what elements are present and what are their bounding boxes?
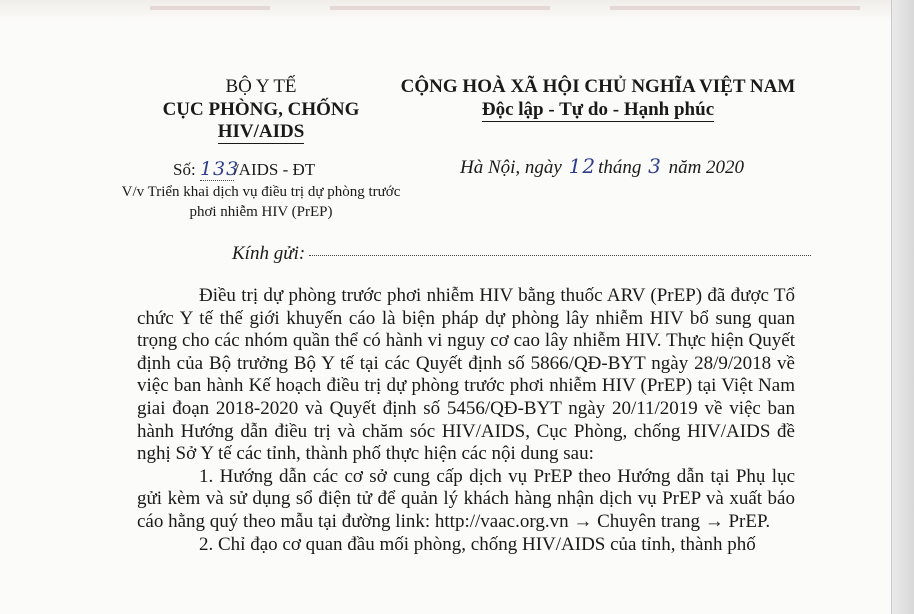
- handwritten-day: 12: [568, 154, 597, 178]
- bleed-mark: [150, 6, 270, 10]
- ministry-name: BỘ Y TẾ: [225, 76, 297, 97]
- date-year: năm 2020: [668, 157, 745, 178]
- department-name-line2: HIV/AIDS: [217, 121, 305, 142]
- bleed-mark: [610, 6, 860, 10]
- date-month-label: tháng: [598, 157, 642, 178]
- scan-top-edge: [0, 0, 892, 22]
- document-number-label: Số:: [173, 160, 196, 179]
- handwritten-month: 3: [648, 154, 662, 178]
- national-motto: Độc lập - Tự do - Hạnh phúc: [481, 99, 715, 120]
- bleed-mark: [330, 6, 550, 10]
- recipient-label: Kính gửi:: [232, 243, 306, 264]
- viewer-edge: [891, 0, 914, 614]
- department-name-line1: CỤC PHÒNG, CHỐNG: [162, 99, 360, 120]
- handwritten-number: 133: [199, 158, 240, 180]
- document-body: [137, 285, 795, 556]
- issuing-agency: [118, 76, 404, 144]
- intro-paragraph: Điều trị dự phòng trước phơi nhiễm HIV bằng thuốc ARV (PrEP) đã được Tổ chức Y tế thế giới khuyến cáo là biện pháp dự phòng lây nhiễm HIV bổ sung quan trọng cho các nhóm quần thể có hành vi nguy cơ cao lây nhiễm HIV. Thực hiện Quyết định của Bộ trưởng Bộ Y tế tại các Quyết định số 5866/QĐ-BYT ngày 28/9/2018 về việc ban hành Kế hoạch điều trị dự phòng trước phơi nhiễm HIV (PrEP) tại Việt Nam giai đoạn 2018-2020 và Quyết định số 5456/QĐ-BYT ngày 20/11/2019 về việc ban hành Hướng dẫn điều trị và chăm sóc HIV/AIDS, Cục Phòng, chống HIV/AIDS đề nghị Sở Y tế các tỉnh, thành phố thực hiện các nội dung sau:: [137, 285, 795, 465]
- document-subject: V/v Triển khai dịch vụ điều trị dự phòng trước phơi nhiễm HIV (PrEP): [121, 184, 401, 220]
- document-number: [173, 158, 315, 181]
- recipient-blank: [309, 255, 811, 256]
- issue-date: [460, 154, 744, 179]
- list-item: 1. Hướng dẫn các cơ sở cung cấp dịch vụ PrEP theo Hướng dẫn tại Phụ lục gửi kèm và sử dụng sổ điện tử để quản lý khách hàng nhận dịch vụ PrEP và xuất báo cáo hằng quý theo mẫu tại đường link: http://vaac.org.vn → Chuyên trang → PrEP.: [137, 465, 795, 532]
- list-item: 2. Chỉ đạo cơ quan đầu mối phòng, chống HIV/AIDS của tỉnh, thành phố: [199, 533, 756, 555]
- document-number-suffix: /AIDS - ĐT: [233, 160, 316, 179]
- recipient-line: [232, 243, 811, 265]
- national-header: [400, 76, 796, 122]
- date-prefix: Hà Nội, ngày: [460, 157, 562, 178]
- nation-title: CỘNG HOÀ XÃ HỘI CHỦ NGHĨA VIỆT NAM: [400, 76, 796, 97]
